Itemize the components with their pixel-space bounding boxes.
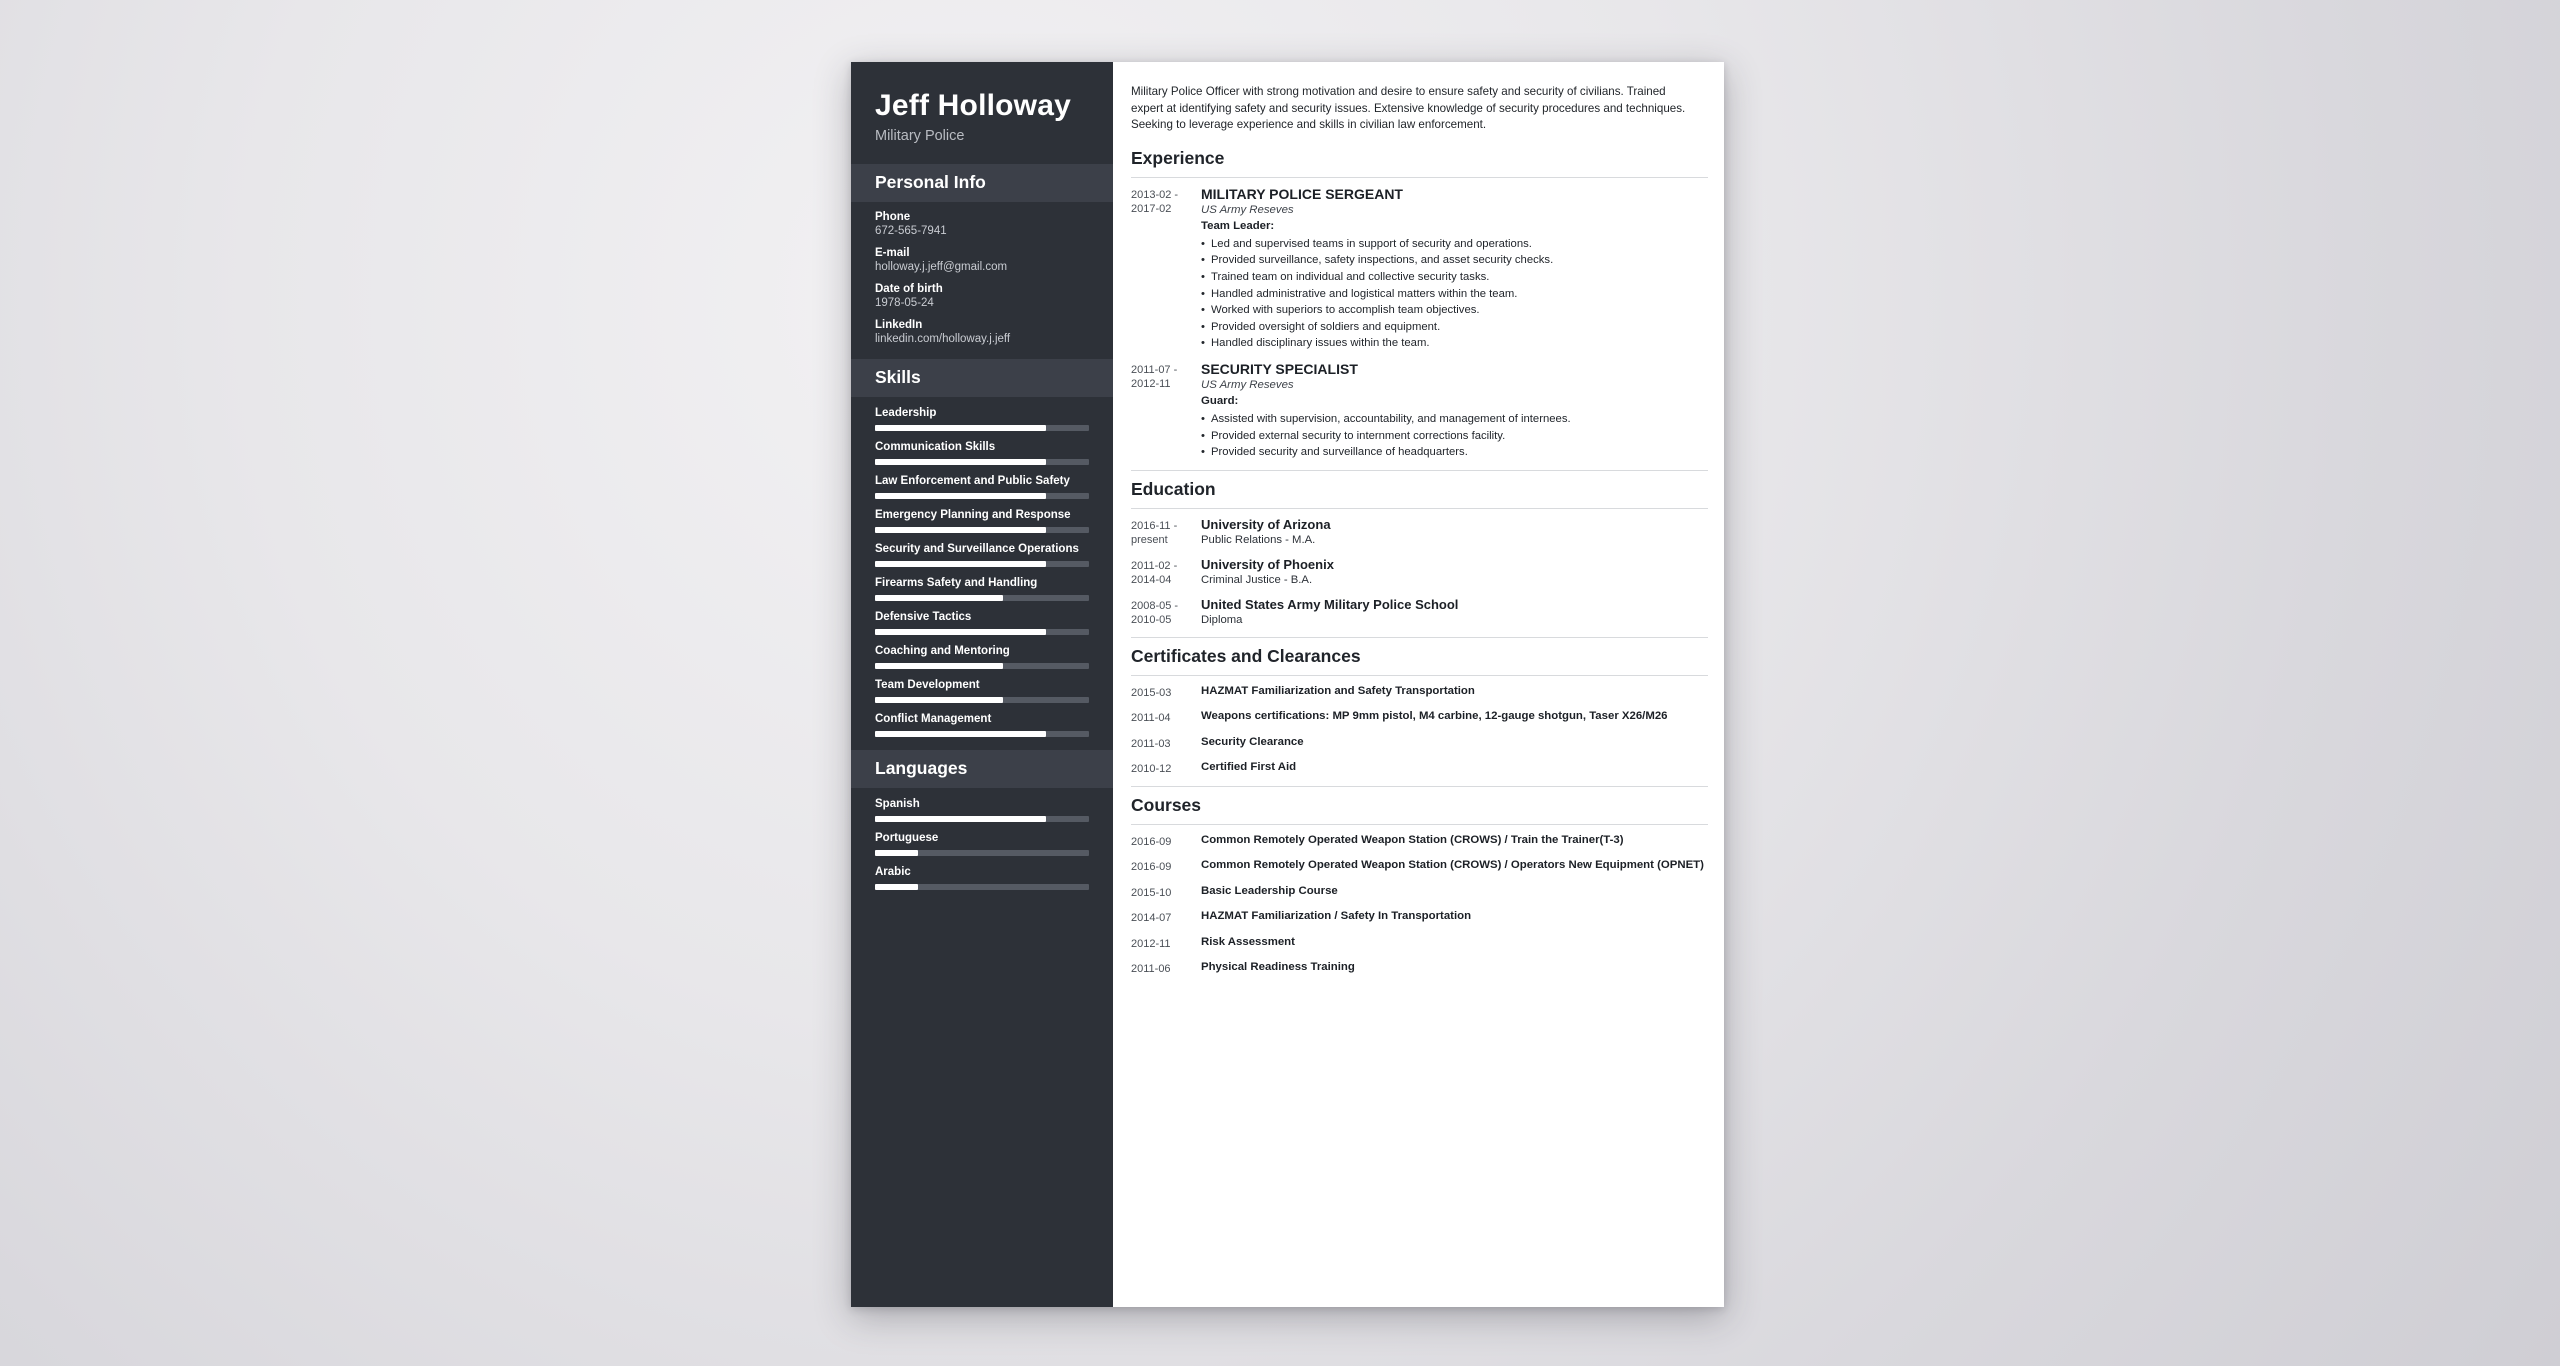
entry-date: 2010-12 [1131,763,1172,776]
entry-date: 2016-11 - present [1131,519,1178,547]
resume-sidebar [851,62,1113,1307]
bullet: • Worked with superiors to accomplish team objectives. [1201,302,1708,319]
bullet: • Trained team on individual and collective security tasks. [1201,269,1708,286]
job-org: US Army Reseves [1201,203,1294,216]
divider [1131,637,1708,638]
course-title: HAZMAT Familiarization / Safety In Transportation [1201,910,1472,923]
languages-header [851,750,1113,788]
skill-item [875,678,1089,703]
bullet: • Provided security and surveillance of headquarters. [1201,444,1708,461]
skills-header [851,359,1113,397]
divider [1131,470,1708,471]
entry-date: 2015-10 [1131,886,1172,899]
bullet: • Handled administrative and logistical matters within the team. [1201,286,1708,303]
skill-bar [875,493,1089,499]
skill-label: Emergency Planning and Response [875,509,1071,521]
language-label: Portuguese [875,832,939,844]
skill-label: Security and Surveillance Operations [875,543,1079,555]
skill-bar [875,459,1089,465]
course-entry [1131,960,1708,977]
course-entry [1131,884,1708,901]
professional-summary: Military Police Officer with strong motivation and desire to ensure safety and security of civilians. Trained expert at identifying safety and security issues. Extensive knowledge of security procedures and techniques. Seeking to leverage experience and skills in civilian law enforcement. [1131,85,1686,132]
info-value-linkedin[interactable]: linkedin.com/holloway.j.jeff [875,333,1011,345]
language-item [875,865,1089,890]
certificate-title: Certified First Aid [1201,761,1297,774]
skill-item [875,474,1089,499]
degree: Criminal Justice - B.A. [1201,573,1313,586]
language-item [875,831,1089,856]
skill-label: Conflict Management [875,713,992,725]
school-name: United States Army Military Police School [1201,596,1459,612]
candidate-role: Military Police [875,128,965,144]
certificate-entry [1131,684,1708,701]
language-label: Arabic [875,866,911,878]
resume-main [1113,62,1724,1307]
language-item [875,797,1089,822]
school-name: University of Arizona [1201,516,1331,532]
experience-heading: Experience [1131,147,1225,168]
bullet: • Provided surveillance, safety inspections, and asset security checks. [1201,252,1708,269]
skill-bar [875,527,1089,533]
experience-entry [1131,186,1708,352]
education-heading: Education [1131,478,1216,499]
skill-label: Firearms Safety and Handling [875,577,1038,589]
info-label: E-mail [875,247,910,259]
job-title: MILITARY POLICE SERGEANT [1201,185,1403,202]
language-bar [875,850,1089,856]
skill-bar [875,629,1089,635]
experience-entry [1131,361,1708,461]
skill-label: Law Enforcement and Public Safety [875,475,1070,487]
skill-label: Leadership [875,407,937,419]
entry-date: 2011-06 [1131,963,1171,976]
course-title: Physical Readiness Training [1201,961,1355,974]
skill-bar [875,731,1089,737]
education-entry [1131,557,1708,588]
info-label: LinkedIn [875,319,923,331]
skill-item [875,406,1089,431]
skill-bar [875,663,1089,669]
skill-label: Team Development [875,679,980,691]
divider [1131,786,1708,787]
divider [1131,675,1708,676]
skill-item [875,542,1089,567]
info-value: 1978-05-24 [875,297,934,309]
resume-document [851,62,1724,1307]
entry-date: 2011-07 - 2012-11 [1131,363,1178,391]
info-item [875,319,1089,345]
language-bar [875,816,1089,822]
divider [1131,508,1708,509]
certificate-entry [1131,735,1708,752]
skills-heading: Skills [875,367,921,387]
degree: Diploma [1201,613,1243,626]
course-title: Basic Leadership Course [1201,884,1338,897]
course-title: Common Remotely Operated Weapon Station (CROWS) / Train the Trainer(T-3) [1201,833,1624,846]
entry-date: 2012-11 [1131,937,1171,950]
job-title: SECURITY SPECIALIST [1201,360,1358,377]
skill-label: Defensive Tactics [875,611,972,623]
certificate-entry [1131,760,1708,777]
degree: Public Relations - M.A. [1201,533,1316,546]
personal-info-header [851,164,1113,202]
candidate-name: Jeff Holloway [875,89,1071,122]
divider [1131,177,1708,178]
bullet: • Handled disciplinary issues within the team. [1201,335,1708,352]
certificate-title: HAZMAT Familiarization and Safety Transportation [1201,684,1475,697]
course-entry [1131,833,1708,850]
skill-item [875,610,1089,635]
school-name: University of Phoenix [1201,556,1334,572]
certificates-heading: Certificates and Clearances [1131,645,1361,666]
course-title: Common Remotely Operated Weapon Station (CROWS) / Operators New Equipment (OPNET) [1201,859,1704,872]
bullet: • Assisted with supervision, accountability, and management of internees. [1201,411,1708,428]
education-entry [1131,597,1708,628]
language-bar [875,884,1089,890]
skill-item [875,576,1089,601]
info-value: 672-565-7941 [875,225,947,237]
language-label: Spanish [875,798,920,810]
entry-date: 2016-09 [1131,835,1172,848]
certificate-title: Security Clearance [1201,735,1304,748]
bullet: • Provided oversight of soldiers and equipment. [1201,319,1708,336]
course-entry [1131,935,1708,952]
info-value: holloway.j.jeff@gmail.com [875,261,1008,273]
certificate-entry [1131,709,1708,726]
courses-heading: Courses [1131,794,1202,815]
bullet: • Provided external security to internment corrections facility. [1201,428,1708,445]
languages-list [851,788,1113,903]
job-org: US Army Reseves [1201,378,1294,391]
entry-date: 2011-04 [1131,712,1171,725]
info-item [875,283,1089,309]
info-label: Phone [875,211,911,223]
divider [1131,824,1708,825]
skill-item [875,712,1089,737]
job-subtitle: Team Leader: [1201,219,1275,232]
bullet: • Led and supervised teams in support of security and operations. [1201,236,1708,253]
entry-date: 2015-03 [1131,686,1172,699]
personal-info-heading: Personal Info [875,172,986,192]
job-bullets [1201,236,1708,352]
entry-date: 2011-02 - 2014-04 [1131,559,1178,587]
course-entry [1131,909,1708,926]
info-item [875,211,1089,237]
skill-label: Communication Skills [875,441,996,453]
skill-bar [875,697,1089,703]
name-block [851,62,1113,164]
job-subtitle: Guard: [1201,394,1239,407]
skill-item [875,644,1089,669]
skill-bar [875,425,1089,431]
entry-date: 2013-02 - 2017-02 [1131,188,1179,216]
skill-item [875,440,1089,465]
skill-item [875,508,1089,533]
entry-date: 2014-07 [1131,912,1172,925]
education-entry [1131,517,1708,548]
entry-date: 2016-09 [1131,861,1172,874]
skill-label: Coaching and Mentoring [875,645,1010,657]
certificate-title: Weapons certifications: MP 9mm pistol, M4 carbine, 12-gauge shotgun, Taser X26/M26 [1201,710,1668,723]
info-item [875,247,1089,273]
job-bullets [1201,411,1708,461]
course-entry [1131,858,1708,875]
entry-date: 2011-03 [1131,737,1171,750]
skill-bar [875,561,1089,567]
personal-info-list [851,202,1113,359]
languages-heading: Languages [875,758,968,778]
skills-list [851,397,1113,750]
course-title: Risk Assessment [1201,935,1295,948]
entry-date: 2008-05 - 2010-05 [1131,599,1179,627]
info-label: Date of birth [875,283,943,295]
skill-bar [875,595,1089,601]
